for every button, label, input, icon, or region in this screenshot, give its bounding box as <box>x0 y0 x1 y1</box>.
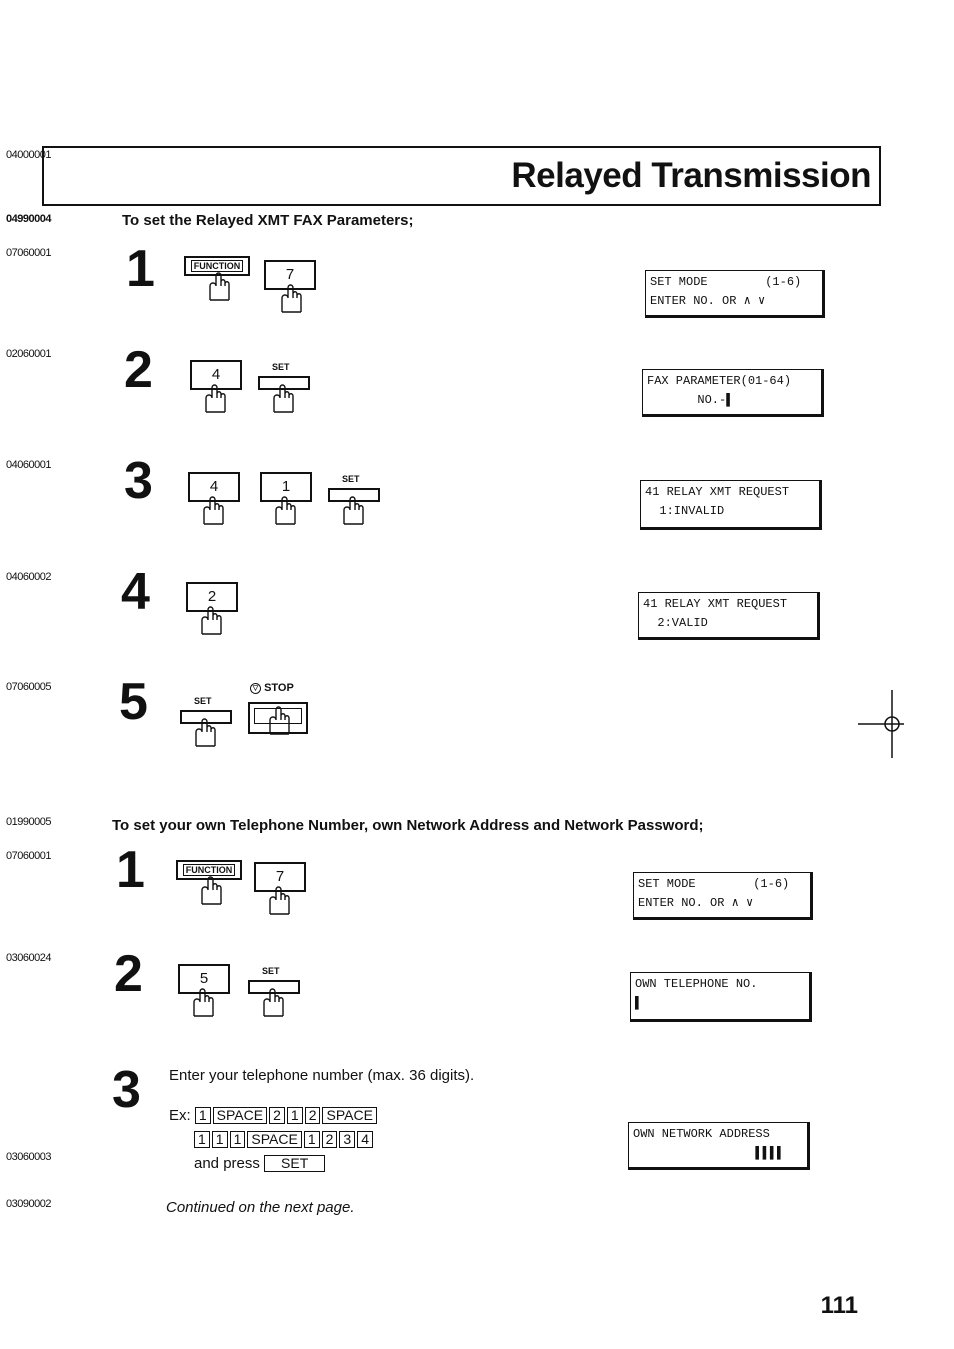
example-key: 2 <box>305 1107 321 1124</box>
lcd-line: SET MODE (1-6) <box>638 877 790 891</box>
margin-code: 03060003 <box>6 1151 51 1163</box>
margin-code: 04060001 <box>6 459 51 471</box>
step-number: 3 <box>124 452 153 510</box>
key-label: 4 <box>188 472 240 502</box>
step-number: 2 <box>124 341 153 399</box>
example-line-2 <box>194 1131 375 1148</box>
example-key: 3 <box>339 1131 355 1148</box>
finger-press-icon <box>270 384 296 414</box>
example-key: 2 <box>322 1131 338 1148</box>
finger-press-icon <box>190 988 216 1018</box>
key-label: SET <box>272 362 290 372</box>
section-intro: To set the Relayed XMT FAX Parameters; <box>122 212 414 229</box>
lcd-line: FAX PARAMETER(01-64) <box>647 374 792 388</box>
finger-press-icon <box>198 606 224 636</box>
set-key-button[interactable] <box>248 968 312 1026</box>
key-7-button[interactable] <box>264 260 328 318</box>
finger-press-icon <box>192 718 218 748</box>
lcd-line: ENTER NO. OR ∧ ∨ <box>638 896 754 910</box>
lcd-display <box>642 369 824 417</box>
key-label: 5 <box>178 964 230 994</box>
instruction-text: Enter your telephone number (max. 36 digits). <box>169 1067 475 1084</box>
lcd-display <box>630 972 812 1022</box>
finger-press-icon <box>200 496 226 526</box>
margin-code: 07060001 <box>6 850 51 862</box>
lcd-display <box>640 480 822 530</box>
key-label: SET <box>262 966 280 976</box>
key-label: 7 <box>254 862 306 892</box>
finger-press-icon <box>272 496 298 526</box>
key-7-button[interactable] <box>254 862 318 920</box>
finger-press-icon <box>198 876 224 906</box>
lcd-line: OWN NETWORK ADDRESS <box>633 1127 770 1141</box>
margin-code: 03090002 <box>6 1198 51 1210</box>
function-key-button[interactable] <box>176 860 240 918</box>
step-number: 5 <box>119 673 148 731</box>
lcd-line: 41 RELAY XMT REQUEST <box>645 485 790 499</box>
example-key: SPACE <box>322 1107 376 1124</box>
margin-code: 07060001 <box>6 247 51 259</box>
step-number: 2 <box>114 945 143 1003</box>
key-label: SET <box>342 474 360 484</box>
key-label: FUNCTION <box>191 260 244 272</box>
section-intro: To set your own Telephone Number, own Network Address and Network Password; <box>112 817 704 834</box>
margin-code: 04060002 <box>6 571 51 583</box>
key-1-button[interactable] <box>260 472 324 530</box>
lcd-line: OWN TELEPHONE NO. <box>635 977 758 991</box>
finger-press-icon <box>278 284 304 314</box>
stop-key-label <box>250 682 294 694</box>
and-press-line <box>194 1155 327 1172</box>
lcd-display <box>638 592 820 640</box>
lcd-display <box>645 270 825 318</box>
example-line-1 <box>169 1107 379 1124</box>
margin-code: 02060001 <box>6 348 51 360</box>
example-key: 2 <box>269 1107 285 1124</box>
margin-code: 07060005 <box>6 681 51 693</box>
example-key: 1 <box>194 1131 210 1148</box>
key-4-button[interactable] <box>190 360 254 418</box>
stop-label: STOP <box>264 682 294 694</box>
lcd-display <box>628 1122 810 1170</box>
lcd-line: ▌ <box>635 996 643 1010</box>
header-frame <box>42 146 881 206</box>
stop-icon: ▽ <box>250 683 261 694</box>
example-key: 1 <box>195 1107 211 1124</box>
margin-code: 03060024 <box>6 952 51 964</box>
example-key: 1 <box>212 1131 228 1148</box>
key-2-button[interactable] <box>186 582 250 640</box>
key-label: 4 <box>190 360 242 390</box>
example-key: SPACE <box>247 1131 301 1148</box>
set-key-button[interactable] <box>258 364 322 422</box>
step-number: 3 <box>112 1061 141 1119</box>
lcd-line: NO.-▌ <box>647 393 734 407</box>
finger-press-icon <box>202 384 228 414</box>
key-label: FUNCTION <box>183 864 236 876</box>
finger-press-icon <box>260 988 286 1018</box>
stop-key-button[interactable] <box>248 682 312 742</box>
set-key-inline: SET <box>264 1155 325 1172</box>
set-key-button[interactable] <box>328 476 392 534</box>
lcd-line: 41 RELAY XMT REQUEST <box>643 597 788 611</box>
margin-code: 04990004 <box>6 213 51 225</box>
example-key: 1 <box>230 1131 246 1148</box>
page-number: 111 <box>820 1292 858 1319</box>
key-label: 2 <box>186 582 238 612</box>
key-label: 1 <box>260 472 312 502</box>
margin-code: 04000001 <box>6 149 51 161</box>
and-press-text: and press <box>194 1155 260 1172</box>
lcd-line: ENTER NO. OR ∧ ∨ <box>650 294 766 308</box>
page-title: Relayed Transmission <box>511 156 871 195</box>
example-key: 1 <box>304 1131 320 1148</box>
key-5-button[interactable] <box>178 964 242 1022</box>
finger-press-icon <box>266 886 292 916</box>
key-label: SET <box>194 696 212 706</box>
finger-press-icon <box>266 706 292 736</box>
function-key-button[interactable] <box>184 256 248 314</box>
lcd-line: 2:VALID <box>643 616 708 630</box>
example-key: 1 <box>287 1107 303 1124</box>
lcd-line: 1:INVALID <box>645 504 725 518</box>
continued-note: Continued on the next page. <box>166 1199 355 1216</box>
step-number: 1 <box>126 240 155 298</box>
lcd-display <box>633 872 813 920</box>
example-label: Ex: <box>169 1107 191 1124</box>
lcd-line: ▌▌▌▌ <box>633 1146 785 1160</box>
margin-code: 01990005 <box>6 816 51 828</box>
key-label: 7 <box>264 260 316 290</box>
lcd-line: SET MODE (1-6) <box>650 275 802 289</box>
registration-mark-icon <box>858 690 908 760</box>
finger-press-icon <box>206 272 232 302</box>
step-number: 4 <box>121 563 150 621</box>
step-number: 1 <box>116 841 145 899</box>
key-4-button[interactable] <box>188 472 252 530</box>
example-key: 4 <box>357 1131 373 1148</box>
set-key-button[interactable] <box>180 698 244 756</box>
example-key: SPACE <box>213 1107 267 1124</box>
finger-press-icon <box>340 496 366 526</box>
